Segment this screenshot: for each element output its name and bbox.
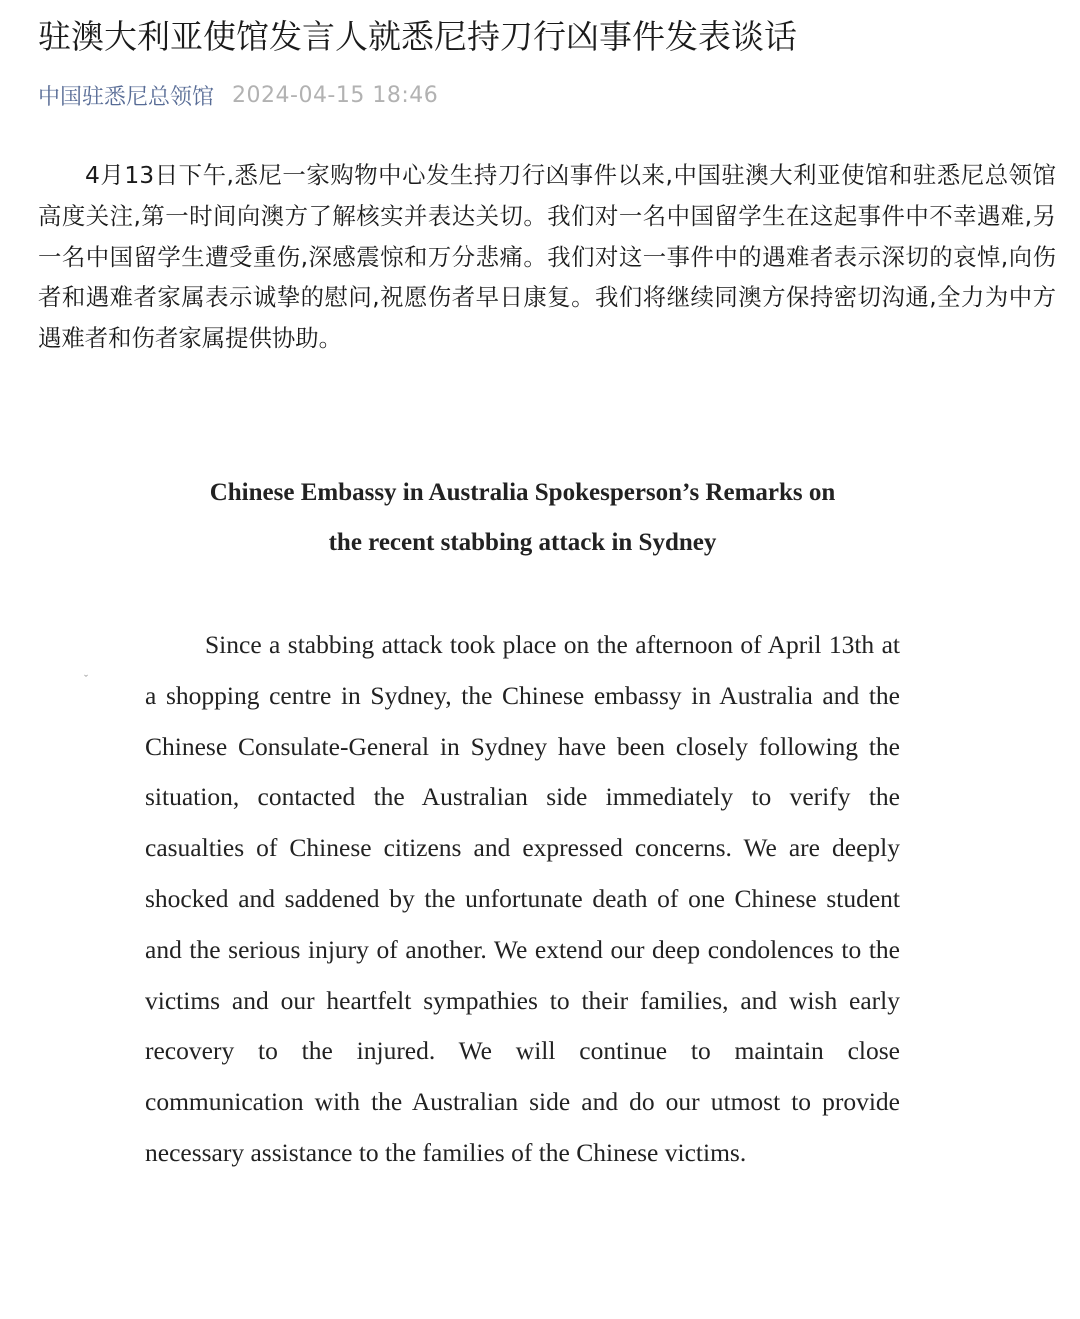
article-title: 驻澳大利亚使馆发言人就悉尼持刀行凶事件发表谈话 bbox=[38, 17, 797, 56]
statement-title-line1: Chinese Embassy in Australia Spokesperson’s Remarks on bbox=[209, 479, 836, 506]
publish-datetime: 2024-04-15 18:46 bbox=[232, 82, 439, 108]
source-account-link[interactable]: 中国驻悉尼总领馆 bbox=[38, 84, 215, 110]
article-meta bbox=[38, 76, 438, 114]
article-body-chinese: 4月13日下午,悉尼一家购物中心发生持刀行凶事件以来,中国驻澳大利亚使馆和驻悉尼总领馆高度关注,第一时间向澳方了解核实并表达关切。我们对一名中国留学生在这起事件中不幸遇难,另一名中国留学生遭受重伤,深感震惊和万分悲痛。我们对这一事件中的遇难者表示深切的哀悼,向伤者和遇难者家属表示诚挚的慰问,祝愿伤者早日康复。我们将继续同澳方保持密切沟通,全力为中方遇难者和伤者家属提供协助。 bbox=[38, 161, 1056, 353]
scan-mark: ˇ bbox=[84, 672, 88, 686]
statement-body-english: Since a stabbing attack took place on the afternoon of April 13th at a shopping centre in Sydney, the Chinese embassy in Australia and the Chinese Consulate-General in Sydney have been closely following the situation, contacted the Australian side immediately to verify the casualties of Chinese citizens and expressed concerns. We are deeply shocked and saddened by the unfortunate death of one Chinese student and the serious injury of another. We extend our deep condolences to the victims and our heartfelt sympathies to their families, and wish early recovery to the injured. We will continue to maintain close communication with the Australian side and do our utmost to provide necessary assistance to the families of the Chinese victims. bbox=[145, 630, 900, 1167]
statement-image bbox=[0, 460, 1080, 1319]
statement-title-line2: the recent stabbing attack in Sydney bbox=[328, 529, 717, 556]
